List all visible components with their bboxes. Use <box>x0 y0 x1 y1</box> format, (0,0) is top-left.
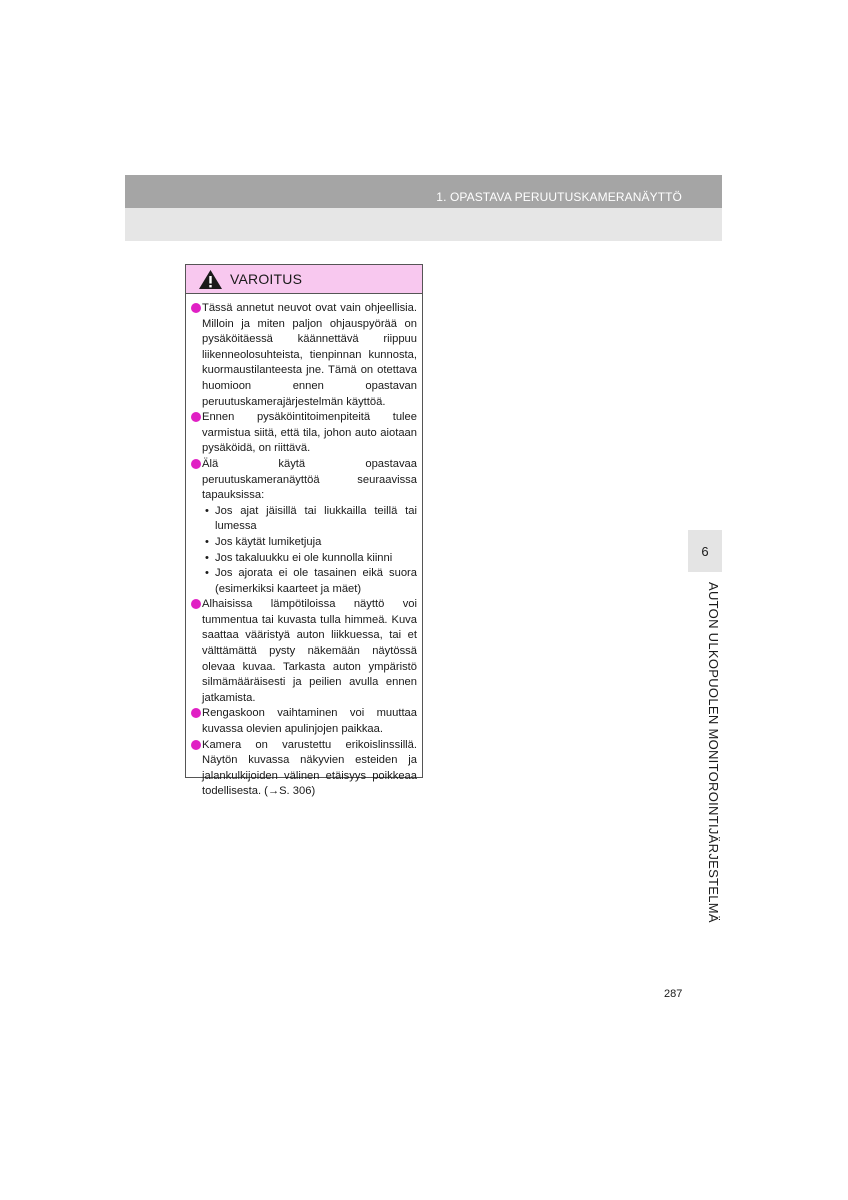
warning-subitem <box>202 535 417 551</box>
chapter-number: 6 <box>701 543 709 559</box>
bullet-dot-icon <box>191 412 201 422</box>
bullet-dot-icon <box>191 740 201 750</box>
warning-item <box>191 457 417 597</box>
bullet-dot-icon <box>191 599 201 609</box>
warning-item-text: Alhaisissa lämpötiloissa näyttö voi tummentua tai kuvasta tulla himmeä. Kuva saattaa vääristyä auton liikkuessa, tai et välttämättä pysty näkemään näytössä olevaa kuvaa. Tarkasta auton ympäristö silmämääräisesti ja peilien avulla ennen jatkamista. <box>202 598 417 704</box>
warning-subitem-text: Jos käytät lumiketjuja <box>215 535 322 548</box>
warning-item-text: Ennen pysäköintitoimenpiteitä tulee varmistua siitä, että tila, johon auto aiotaan pysäköidä, on riittävä. <box>202 411 417 455</box>
warning-item <box>191 706 417 737</box>
warning-body <box>186 294 422 800</box>
section-title: 1. OPASTAVA PERUUTUSKAMERANÄYTTÖ <box>436 190 682 204</box>
bullet-dot-icon <box>191 708 201 718</box>
page-number: 287 <box>664 988 683 1000</box>
chapter-tab <box>688 530 722 572</box>
warning-item-text: Älä käytä opastavaa peruutuskameranäyttöä seuraavissa tapauksissa: <box>202 457 417 502</box>
warning-subitem <box>202 504 417 535</box>
warning-box <box>185 264 423 798</box>
warning-item <box>191 738 417 800</box>
chapter-side-title: AUTON ULKOPUOLEN MONITOROINTIJÄRJESTELMÄ <box>706 582 721 923</box>
bullet-dot-icon <box>191 459 201 469</box>
warning-triangle-icon <box>198 269 223 290</box>
warning-subitem-text: Jos takaluukku ei ole kunnolla kiinni <box>215 551 393 564</box>
sub-bullet-icon: • <box>205 535 209 548</box>
warning-item-text: Rengaskoon vaihtaminen voi muuttaa kuvassa olevien apulinjojen paikkaa. <box>202 707 417 736</box>
sub-bullet-icon: • <box>205 504 209 517</box>
warning-item <box>191 410 417 457</box>
warning-subitem-text: Jos ajat jäisillä tai liukkailla teillä tai lumessa <box>215 504 417 533</box>
warning-item-text: Kamera on varustettu erikoislinssillä. Näytön kuvassa näkyvien esteiden ja jalankulkijoiden välinen etäisyys poikkeaa todellisesta. (→S. 306) <box>202 738 417 798</box>
warning-header <box>186 265 422 294</box>
warning-item <box>191 301 417 410</box>
bullet-dot-icon <box>191 303 201 313</box>
warning-item-text: Tässä annetut neuvot ovat vain ohjeellisia. Milloin ja miten paljon ohjauspyörää on pysäköitäessä käännettävä riippuu liikenneolosuhteista, tienpinnan kunnosta, kuormaustilanteesta jne. Tämä on otettava huomioon ennen opastavan peruutuskamerajärjestelmän käyttöä. <box>202 302 417 408</box>
warning-subitem <box>202 566 417 597</box>
sub-bullet-icon: • <box>205 567 209 580</box>
warning-subitem-text: Jos ajorata ei ole tasainen eikä suora (esimerkiksi kaarteet ja mäet) <box>215 567 417 595</box>
header-bar <box>125 175 722 208</box>
warning-item <box>191 597 417 706</box>
sub-bullet-icon: • <box>205 551 209 564</box>
subheader-bar <box>125 208 722 241</box>
warning-title: VAROITUS <box>230 271 303 287</box>
warning-subitem <box>202 551 417 567</box>
